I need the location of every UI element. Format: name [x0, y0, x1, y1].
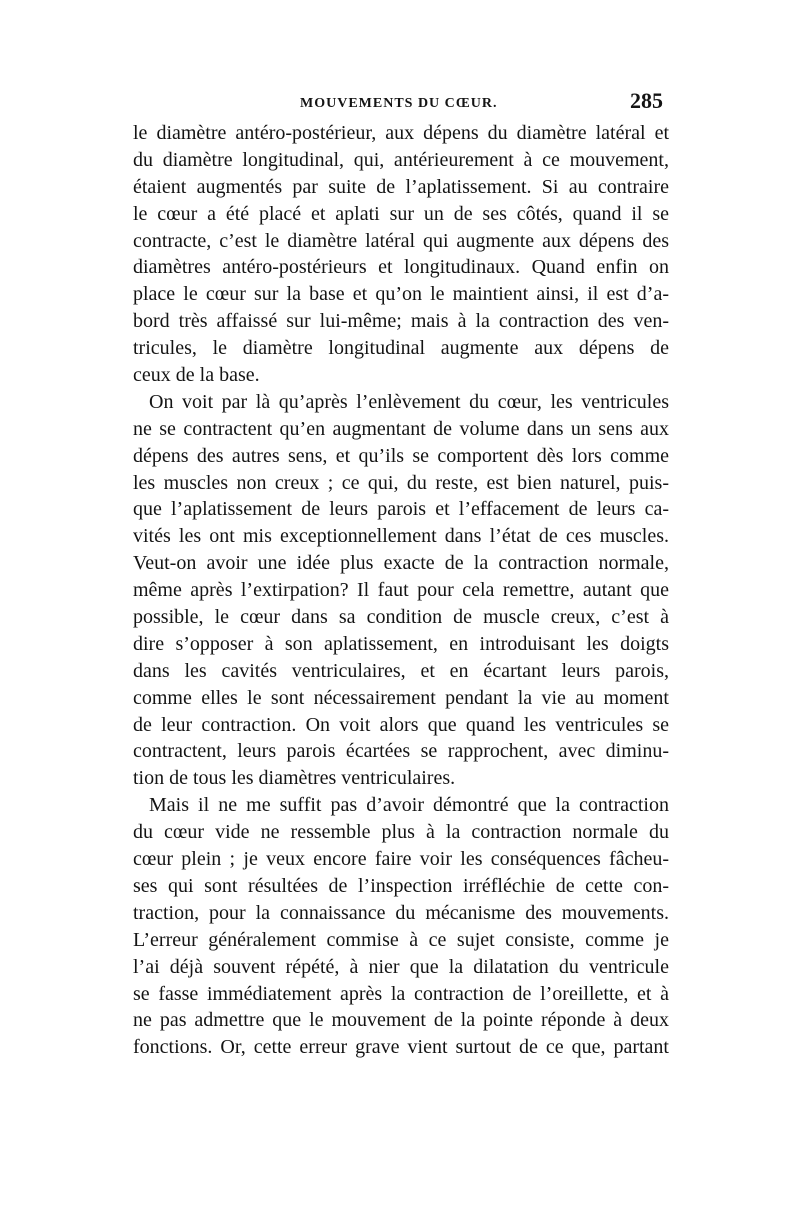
- text-line: dans les cavités ventriculaires, et en écartant leurs parois,: [133, 659, 669, 682]
- text-line: de leur contraction. On voit alors que quand les ventricules se: [133, 713, 669, 736]
- text-line: du cœur vide ne ressemble plus à la contraction normale du: [133, 821, 669, 844]
- text-line: Veut-on avoir une idée plus exacte de la contraction normale,: [133, 552, 669, 575]
- text-line: cœur plein ; je veux encore faire voir les conséquences fâcheu-: [133, 848, 669, 871]
- text-line: diamètres antéro-postérieurs et longitudinaux. Quand enfin on: [133, 256, 669, 279]
- text-line: dire s’opposer à son aplatissement, en introduisant les doigts: [133, 632, 669, 655]
- text-line: se fasse immédiatement après la contraction de l’oreillette, et à: [133, 982, 669, 1005]
- text-line: le cœur a été placé et aplati sur un de ses côtés, quand il se: [133, 202, 669, 225]
- text-line: ceux de la base.: [133, 364, 260, 387]
- text-line: contractent, leurs parois écartées se rapprochent, avec diminu-: [133, 740, 669, 763]
- text-line: On voit par là qu’après l’enlèvement du cœur, les ventricules: [149, 390, 669, 413]
- running-head-title: MOUVEMENTS DU CŒUR.: [300, 96, 498, 111]
- text-line: place le cœur sur la base et qu’on le maintient ainsi, il est d’a-: [133, 283, 669, 306]
- text-line: dépens des autres sens, et qu’ils se comportent dès lors comme: [133, 444, 669, 467]
- text-line: ses qui sont résultées de l’inspection irréfléchie de cette con-: [133, 874, 669, 897]
- text-line: du diamètre longitudinal, qui, antérieurement à ce mouvement,: [133, 148, 669, 171]
- text-line: ne pas admettre que le mouvement de la pointe réponde à deux: [133, 1009, 669, 1032]
- paragraph: [133, 792, 669, 1061]
- text-line: possible, le cœur dans sa condition de muscle creux, c’est à: [133, 606, 669, 629]
- text-line: contracte, c’est le diamètre latéral qui augmente aux dépens des: [133, 229, 669, 252]
- text-line: bord très affaissé sur lui-même; mais à la contraction des ven-: [133, 310, 669, 333]
- text-line: comme elles le sont nécessairement pendant la vie au moment: [133, 686, 669, 709]
- text-line: étaient augmentés par suite de l’aplatissement. Si au contraire: [133, 175, 669, 198]
- text-line: Mais il ne me suffit pas d’avoir démontré que la contraction: [149, 794, 669, 817]
- body-text: [133, 120, 669, 1061]
- text-line: tricules, le diamètre longitudinal augmente aux dépens de: [133, 337, 669, 360]
- text-line: vités les ont mis exceptionnellement dans l’état de ces muscles.: [133, 525, 669, 548]
- page-number: 285: [630, 88, 663, 113]
- text-line: ne se contractent qu’en augmentant de volume dans un sens aux: [133, 417, 669, 440]
- text-line: que l’aplatissement de leurs parois et l’effacement de leurs ca-: [133, 498, 669, 521]
- paragraph: [133, 120, 669, 389]
- text-line: l’ai déjà souvent répété, à nier que la dilatation du ventricule: [133, 955, 669, 978]
- text-line: tion de tous les diamètres ventriculaires.: [133, 767, 456, 790]
- text-line: les muscles non creux ; ce qui, du reste, est bien naturel, puis-: [133, 471, 669, 494]
- text-line: traction, pour la connaissance du mécanisme des mouvements.: [133, 901, 669, 924]
- text-line: même après l’extirpation? Il faut pour cela remettre, autant que: [133, 579, 669, 602]
- text-line: L’erreur généralement commise à ce sujet consiste, comme je: [133, 928, 669, 951]
- paragraph: [133, 389, 669, 792]
- text-line: fonctions. Or, cette erreur grave vient surtout de ce que, partant: [133, 1036, 669, 1059]
- text-line: le diamètre antéro-postérieur, aux dépens du diamètre latéral et: [133, 122, 669, 144]
